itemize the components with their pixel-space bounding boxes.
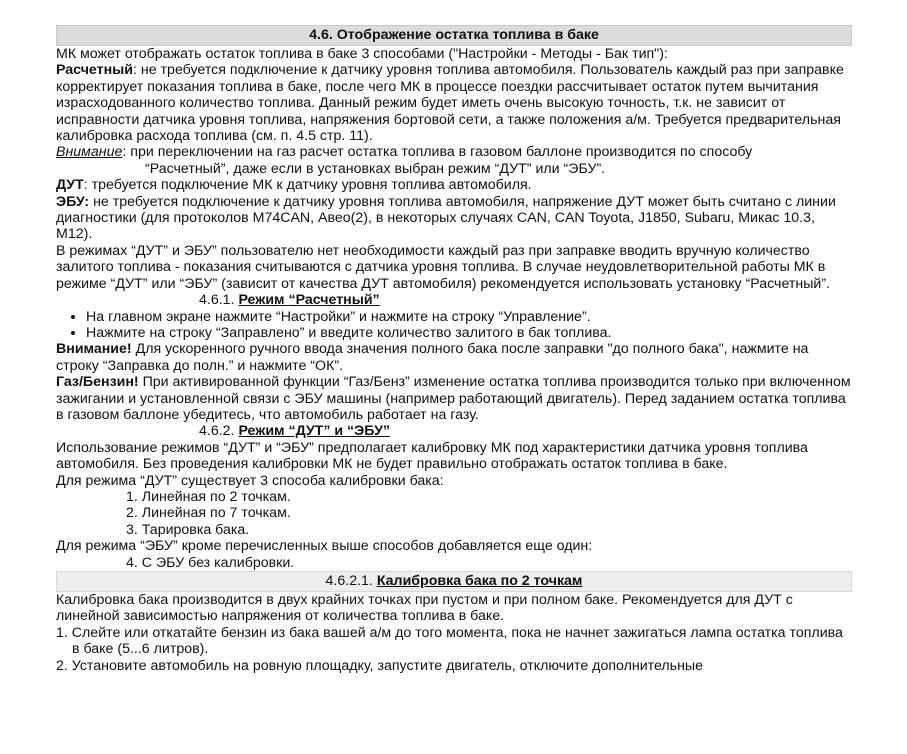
subsection-4-6-2-heading [56, 423, 852, 439]
attention-paragraph [56, 144, 852, 160]
bullet-list [56, 309, 852, 342]
attention2-text: Для ускоренного ручного ввода значения полного бака после заправки "до полного бака", нажмите на строку “Заправка до полн.” и нажмите “ОК”. [56, 341, 809, 374]
document-page [56, 25, 852, 674]
subsection-4-6-2-1-heading [56, 571, 852, 592]
dut-text: : требуется подключение МК к датчику уровня топлива автомобиля. [83, 177, 532, 194]
attention2-label: Внимание! [56, 341, 132, 358]
intro-paragraph: МК может отображать остаток топлива в баке 3 способами ("Настройки - Методы - Бак тип"): [56, 46, 668, 62]
attention-label: Внимание [56, 144, 123, 161]
modes-paragraph: В режимах “ДУТ” и ЭБУ” пользователю нет необходимости каждый раз при заправке вводить вручную количество залитого топлива - показания считываются с датчика уровня топлива. В случае неудовлетворительной работы МК в режиме “ДУТ” или “ЭБУ” (зависит от качества ДУТ автомобиля) рекомендуется использовать установку “Расчетный”. [56, 242, 830, 292]
list-item: • Нажмите на строку “Заправлено” и введите количество залитого в бак топлива. [86, 325, 852, 341]
subsection-title: Калибровка бака по 2 точкам [376, 573, 583, 589]
section-title: 4.6. Отображение остатка топлива в баке [56, 25, 852, 46]
gas-paragraph [56, 374, 852, 423]
step-item: 2. Установите автомобиль на ровную площадку, запустите двигатель, отключите дополнительные [56, 657, 703, 674]
dut-paragraph [56, 177, 852, 193]
attention2-paragraph [56, 341, 852, 374]
attention-continuation: “Расчетный”, даже если в установках выбран режим “ДУТ” или “ЭБУ”. [145, 160, 606, 177]
subsection-title: Режим “ДУТ” и “ЭБУ” [238, 423, 390, 440]
calibration-2pt-paragraph: Калибровка бака производится в двух крайних точках при пустом и при полном баке. Рекомендуется для ДУТ с линейной зависимостью напряжения от количества топлива в баке. [56, 592, 793, 625]
subsection-4-6-1-heading [56, 292, 852, 308]
calc-text: : не требуется подключение к датчику уровня топлива автомобиля. Пользователь каждый раз при заправке корректирует показания топлива в баке, после чего МК в процессе поездки рассчитывает остаток путем вычитания израсходованного количество топлива. Данный режим будет иметь очень высокую точность, т.к. не зависит от исправности датчика уровня топлива, напряжения бортовой сети, а также положения а/м. Требуется предварительная калибровка расхода топлива (см. п. 4.5 стр. 11). [56, 62, 844, 145]
gas-label: Газ/Бензин! [56, 374, 139, 391]
dut-label: ДУТ [56, 177, 84, 194]
ebu-text: не требуется подключение к датчику уровня топлива автомобиля, напряжение ДУТ может быть считано с линии диагностики (для протоколов M74CAN, Авео(2), в некоторых случаях CAN, CAN Toyota, J1850, Subaru, Микас 10.3, M12). [56, 193, 836, 243]
list-item: • Нa главном экране нажмите “Настройки” и нажмите на строку “Управление”. [86, 309, 852, 325]
calc-label: Расчетный [56, 62, 133, 79]
list-item: 3. Тарировка бака. [126, 521, 250, 538]
attention-text: : при переключении на газ расчет остатка топлива в газовом баллоне производится по способу [122, 144, 753, 161]
subsection-number: 4.6.1. [199, 292, 239, 309]
ebu-paragraph [56, 194, 852, 243]
subsection-number: 4.6.2.1. [325, 573, 377, 589]
list-item: 4. С ЭБУ без калибровки. [126, 554, 295, 571]
ebu-methods-intro: Для режима “ЭБУ” кроме перечисленных выше способов добавляется еще один: [56, 538, 593, 555]
list-item: 2. Линейная по 7 точкам. [126, 505, 291, 522]
dut-methods-intro: Для режима “ДУТ” существует 3 способа калибровки бака: [56, 472, 444, 489]
subsection-number: 4.6.2. [199, 423, 239, 440]
ebu-label: ЭБУ: [56, 193, 90, 210]
ebu-methods-list [56, 555, 852, 571]
modes-calibration-paragraph: Использование режимов “ДУТ” и “ЭБУ” предполагает калибровку МК под характеристики датчика уровня топлива автомобиля. Без проведения калибровки МК не будет правильно отображать остаток топлива в баке. [56, 439, 808, 473]
step-item: 1. Слейте или откатайте бензин из бака вашей а/м до того момента, пока не начнет зажигаться лампа остатка топлива в баке (5...6 литров). [56, 624, 843, 658]
subsection-title: Режим “Расчетный” [238, 292, 380, 309]
gas-text: При активированной функции “Газ/Бенз” изменение остатка топлива производится только при включенном зажигании и установленной связи с ЭБУ машины (например работающий двигатель). Перед заданием остатка топлива в газовом баллоне убедитесь, что автомобиль работает на газу. [56, 374, 851, 423]
list-item: 1. Линейная по 2 точкам. [126, 488, 291, 505]
dut-methods-list [56, 489, 852, 538]
calc-paragraph [56, 62, 852, 144]
